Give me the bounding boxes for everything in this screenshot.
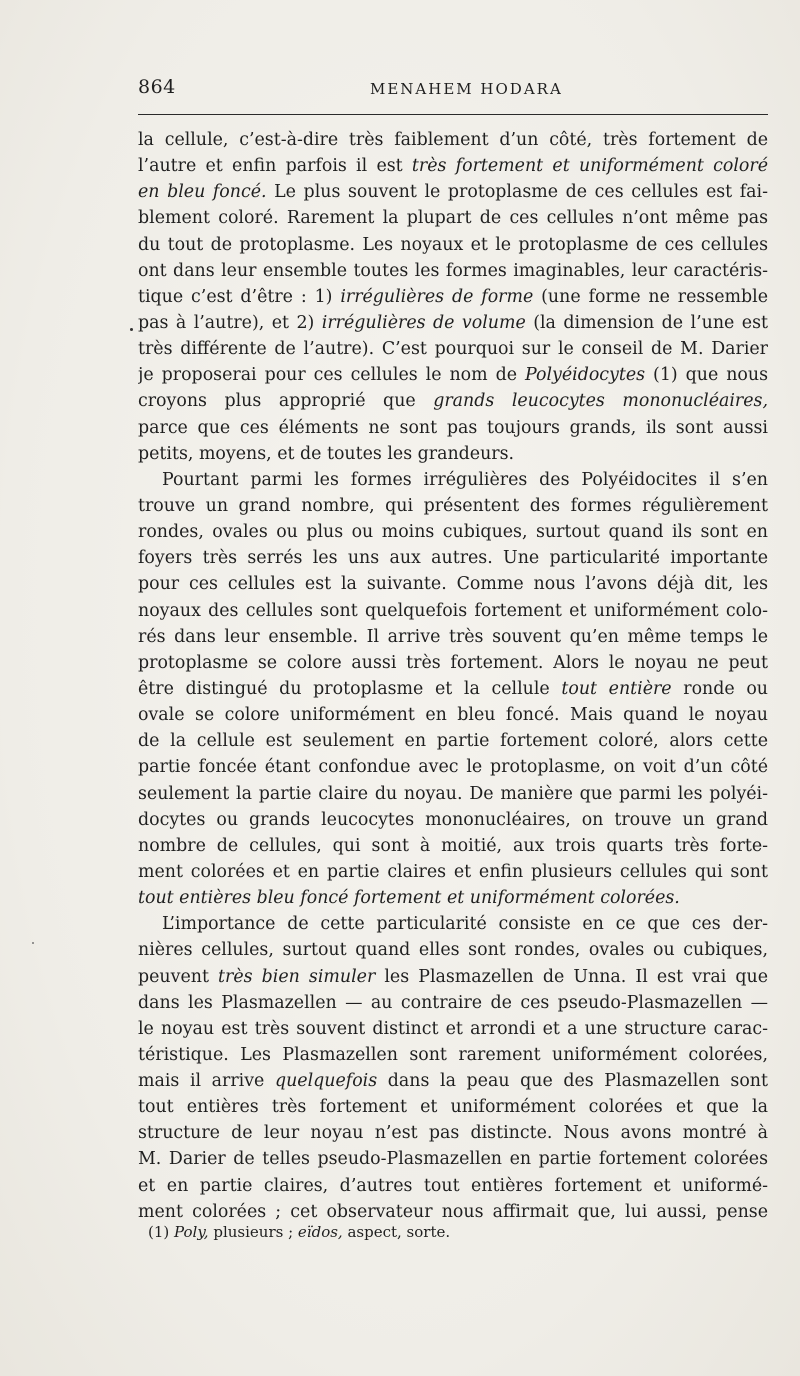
text-line bbox=[138, 336, 768, 362]
text-line bbox=[138, 859, 768, 885]
text-segment: le noyau est très souvent distinct et arrondi et a une structure carac- bbox=[138, 1018, 768, 1039]
italic-text: en bleu foncé. bbox=[138, 182, 267, 203]
text-segment: docytes ou grands leucocytes mononucléaires, on trouve un grand bbox=[138, 809, 768, 830]
text-segment: L’importance de cette particularité consiste en ce que ces der- bbox=[162, 914, 768, 935]
text-line bbox=[138, 362, 768, 388]
text-segment: ovale se colore uniformément en bleu foncé. Mais quand le noyau bbox=[138, 705, 768, 726]
text-segment: parce que ces éléments ne sont pas toujours grands, ils sont aussi bbox=[138, 417, 768, 438]
text-segment: noyaux des cellules sont quelquefois fortement et uniformément colo- bbox=[138, 600, 768, 621]
text-segment: nières cellules, surtout quand elles sont rondes, ovales ou cubiques, bbox=[138, 940, 768, 961]
italic-text: très fortement et uniformément coloré bbox=[411, 156, 768, 177]
text-line bbox=[138, 807, 768, 833]
text-segment: M. Darier de telles pseudo-Plasmazellen en partie fortement colorées bbox=[138, 1149, 768, 1170]
text-line bbox=[138, 284, 768, 310]
text-segment: trouve un grand nombre, qui présentent des formes régulièrement bbox=[138, 495, 768, 516]
ink-speck bbox=[32, 942, 34, 944]
italic-text: grands leucocytes mononucléaires, bbox=[433, 391, 768, 412]
text-line bbox=[138, 127, 768, 153]
text-segment: du tout de protoplasme. Les noyaux et le protoplasme de ces cellules bbox=[138, 234, 768, 255]
text-segment: Le plus souvent le protoplasme de ces cellules est fai- bbox=[266, 182, 768, 203]
italic-text: irrégulières de forme bbox=[340, 286, 534, 307]
footnote-term-poly: Poly, bbox=[174, 1223, 209, 1241]
text-segment: pour ces cellules est la suivante. Comme nous l’avons déjà dit, les bbox=[138, 574, 768, 595]
text-line bbox=[138, 702, 768, 728]
text-segment: (la dimension de l’une est bbox=[525, 312, 768, 333]
footnote-marker: (1) bbox=[148, 1223, 175, 1241]
text-segment: foyers très serrés les uns aux autres. Une particularité importante bbox=[138, 548, 768, 569]
italic-text: quelquefois bbox=[274, 1071, 378, 1092]
text-line bbox=[138, 885, 768, 911]
text-segment: je proposerai pour ces cellules le nom de bbox=[138, 365, 525, 386]
text-segment: structure de leur noyau n’est pas distincte. Nous avons montré à bbox=[138, 1123, 768, 1144]
body-text bbox=[138, 127, 768, 1225]
text-line bbox=[138, 754, 768, 780]
text-segment: ment colorées ; cet observateur nous affirmait que, lui aussi, pense bbox=[138, 1201, 768, 1222]
text-line bbox=[138, 1173, 768, 1199]
text-segment: Pourtant parmi les formes irrégulières des Polyéidocites il s’en bbox=[162, 469, 768, 490]
text-line bbox=[138, 1068, 768, 1094]
text-line bbox=[138, 545, 768, 571]
text-line bbox=[138, 1199, 768, 1225]
text-line bbox=[138, 650, 768, 676]
text-segment: croyons plus approprié que bbox=[138, 391, 434, 412]
text-line bbox=[138, 467, 768, 493]
text-line bbox=[138, 519, 768, 545]
text-line bbox=[138, 441, 768, 467]
text-segment: ont dans leur ensemble toutes les formes imaginables, leur caractéris- bbox=[138, 260, 768, 281]
text-segment: ment colorées et en partie claires et enfin plusieurs cellules qui sont bbox=[138, 861, 768, 882]
text-segment: pas à l’autre), et 2) bbox=[138, 312, 322, 333]
text-line bbox=[138, 964, 768, 990]
header-rule bbox=[138, 114, 768, 115]
text-segment: mais il arrive bbox=[138, 1071, 275, 1092]
footnote-gloss-eidos: aspect, sorte. bbox=[342, 1223, 451, 1241]
text-line bbox=[138, 1042, 768, 1068]
text-line bbox=[138, 1094, 768, 1120]
text-line bbox=[138, 990, 768, 1016]
text-line bbox=[138, 179, 768, 205]
text-line bbox=[138, 571, 768, 597]
text-segment: dans les Plasmazellen — au contraire de ces pseudo-Plasmazellen — bbox=[138, 992, 768, 1013]
text-segment: téristique. Les Plasmazellen sont rarement uniformément colorées, bbox=[138, 1044, 768, 1065]
text-line bbox=[138, 415, 768, 441]
text-segment: de la cellule est seulement en partie fortement coloré, alors cette bbox=[138, 731, 768, 752]
text-segment: nombre de cellules, qui sont à moitié, aux trois quarts très forte- bbox=[138, 835, 768, 856]
text-segment: l’autre et enfin parfois il est bbox=[138, 156, 412, 177]
italic-text: tout entière bbox=[561, 678, 672, 699]
text-line bbox=[138, 493, 768, 519]
text-segment: petits, moyens, et de toutes les grandeurs. bbox=[138, 443, 515, 464]
running-head: MENAHEM HODARA bbox=[370, 80, 563, 98]
ink-speck bbox=[130, 328, 133, 331]
italic-text: tout entières bleu foncé fortement et uniformément colorées. bbox=[138, 888, 680, 909]
text-line bbox=[138, 781, 768, 807]
footnote bbox=[148, 1223, 450, 1241]
text-segment: partie foncée étant confondue avec le protoplasme, on voit d’un côté bbox=[138, 757, 768, 778]
text-line bbox=[138, 676, 768, 702]
text-line bbox=[138, 388, 768, 414]
italic-text: Polyéidocytes bbox=[524, 365, 646, 386]
text-segment: (1) que nous bbox=[645, 365, 768, 386]
text-segment: tique c’est d’être : 1) bbox=[138, 286, 341, 307]
text-line bbox=[138, 624, 768, 650]
text-line bbox=[138, 153, 768, 179]
text-segment: blement coloré. Rarement la plupart de ces cellules n’ont même pas bbox=[138, 208, 768, 229]
text-segment: tout entières très fortement et uniformément colorées et que la bbox=[138, 1097, 768, 1118]
text-line bbox=[138, 1120, 768, 1146]
text-line bbox=[138, 258, 768, 284]
text-segment: seulement la partie claire du noyau. De manière que parmi les polyéi- bbox=[138, 783, 768, 804]
text-line bbox=[138, 205, 768, 231]
text-line bbox=[138, 937, 768, 963]
text-line bbox=[138, 833, 768, 859]
text-segment: protoplasme se colore aussi très fortement. Alors le noyau ne peut bbox=[138, 652, 768, 673]
text-line bbox=[138, 1016, 768, 1042]
text-segment: ronde ou bbox=[671, 678, 768, 699]
text-line bbox=[138, 728, 768, 754]
page-number: 864 bbox=[138, 76, 176, 98]
text-line bbox=[138, 310, 768, 336]
text-segment: rés dans leur ensemble. Il arrive très souvent qu’en même temps le bbox=[138, 626, 768, 647]
text-line bbox=[138, 232, 768, 258]
footnote-term-eidos: eïdos, bbox=[297, 1223, 343, 1241]
text-segment: dans la peau que des Plasmazellen sont bbox=[377, 1071, 768, 1092]
text-line bbox=[138, 1146, 768, 1172]
text-segment: et en partie claires, d’autres tout entières fortement et uniformé- bbox=[138, 1175, 768, 1196]
text-segment: très différente de l’autre). C’est pourquoi sur le conseil de M. Darier bbox=[138, 339, 768, 360]
text-segment: rondes, ovales ou plus ou moins cubiques, surtout quand ils sont en bbox=[138, 522, 768, 543]
text-segment: la cellule, c’est-à-dire très faiblement d’un côté, très fortement de bbox=[138, 130, 768, 150]
page-header bbox=[138, 76, 768, 102]
text-segment: les Plasmazellen de Unna. Il est vrai que bbox=[375, 966, 768, 987]
text-line bbox=[138, 911, 768, 937]
text-line bbox=[138, 598, 768, 624]
text-segment: être distingué du protoplasme et la cellule bbox=[138, 678, 562, 699]
italic-text: irrégulières de volume bbox=[321, 312, 526, 333]
italic-text: très bien simuler bbox=[218, 966, 376, 987]
text-segment: (une forme ne ressemble bbox=[533, 286, 768, 307]
text-segment: peuvent bbox=[138, 966, 219, 987]
footnote-gloss-poly: plusieurs ; bbox=[208, 1223, 298, 1241]
